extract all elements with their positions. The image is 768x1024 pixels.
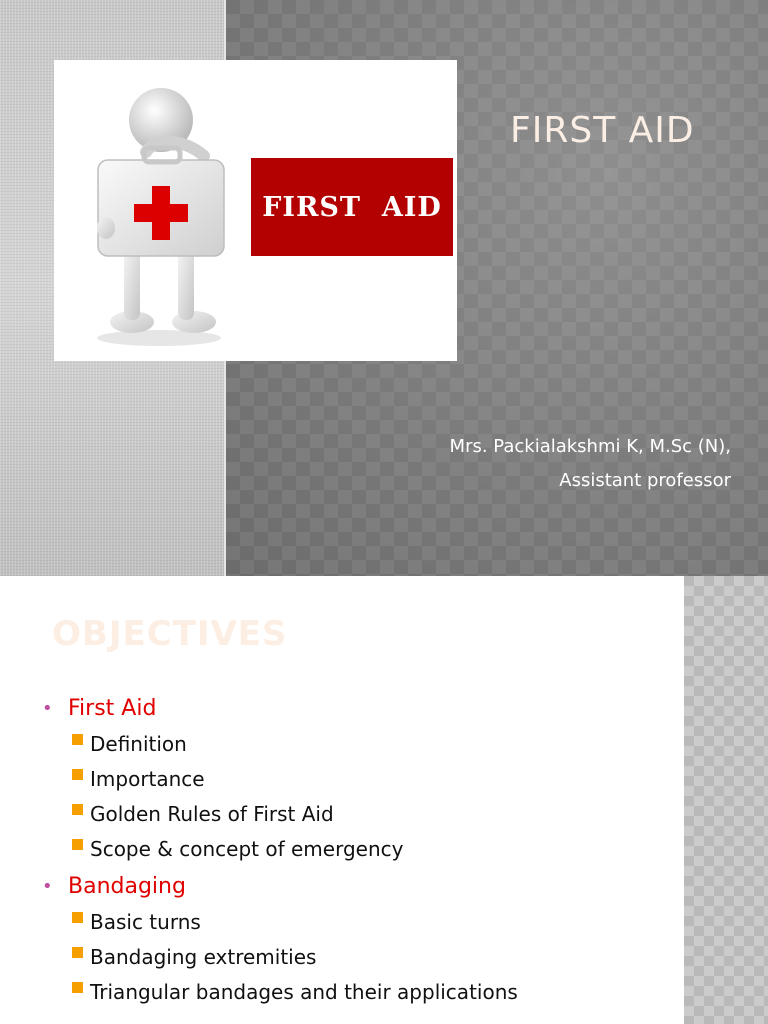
- list-item: [42, 726, 642, 761]
- presenter-info: [450, 430, 731, 498]
- list-item: [42, 974, 642, 1009]
- figure-with-kit-illustration: [54, 60, 244, 361]
- first-aid-banner: [251, 158, 453, 256]
- first-aid-picture: [54, 60, 457, 361]
- list-item-text: Scope & concept of emergency: [90, 836, 404, 861]
- square-bullet-icon: [72, 982, 83, 993]
- list-item: [42, 831, 642, 866]
- presenter-role: Assistant professor: [559, 470, 731, 491]
- objectives-list: [42, 688, 642, 1009]
- section-label: First Aid: [68, 695, 157, 721]
- list-item-text: Bandaging extremities: [90, 944, 317, 969]
- bullet-dot-icon: •: [42, 875, 53, 897]
- square-bullet-icon: [72, 947, 83, 958]
- square-bullet-icon: [72, 769, 83, 780]
- list-item-text: Golden Rules of First Aid: [90, 801, 334, 826]
- list-item: [42, 796, 642, 831]
- banner-text: FIRST AID: [262, 191, 442, 223]
- section-bandaging: [42, 868, 642, 904]
- objectives-slide: [0, 576, 768, 1024]
- section-label: Bandaging: [68, 873, 186, 899]
- list-item: [42, 939, 642, 974]
- section-first-aid: [42, 690, 642, 726]
- list-item-text: Definition: [90, 731, 187, 756]
- list-item-text: Triangular bandages and their applications: [90, 979, 518, 1004]
- list-item: [42, 761, 642, 796]
- bullet-dot-icon: •: [42, 697, 53, 719]
- square-bullet-icon: [72, 912, 83, 923]
- list-item: [42, 904, 642, 939]
- list-item-text: Importance: [90, 766, 205, 791]
- objectives-heading: OBJECTIVES: [52, 614, 288, 654]
- right-decorative-strip: [684, 576, 768, 1024]
- presenter-name: Mrs. Packialakshmi K, M.Sc (N),: [449, 436, 731, 457]
- square-bullet-icon: [72, 804, 83, 815]
- list-item-text: Basic turns: [90, 909, 201, 934]
- square-bullet-icon: [72, 734, 83, 745]
- slide-title: FIRST AID: [510, 110, 695, 151]
- square-bullet-icon: [72, 839, 83, 850]
